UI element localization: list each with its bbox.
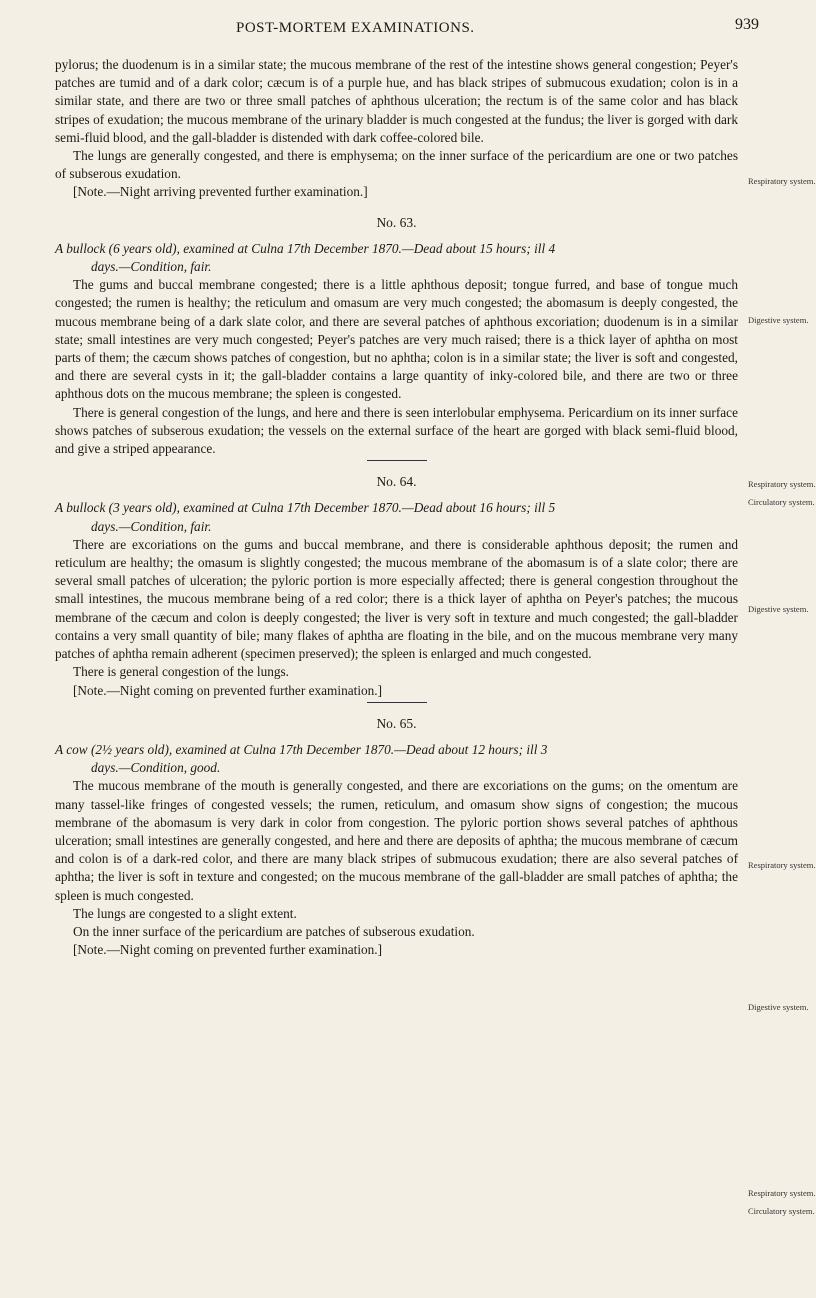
case-note: [Note.—Night coming on prevented further examination.] [73,942,383,958]
case-title [55,499,738,535]
case-title-line-2: days.—Condition, good. [91,760,221,776]
case-paragraph-digestive: The mucous membrane of the mouth is generally congested, and there are excoriations on the gums; on the omentum are many tassel-like fringes of congested vessels; the rumen, reticulum, and omasum show signs of congestion; the mucous membrane of the abomasum is very dark in color from congestion. The pyloric portion shows several patches of aphthous ulceration; small intestines are generally congested, and here and there are deposits of aphtha; the mucous membrane of cæcum and colon is of a dark-red color, and there are many black stripes of submucous exudation; there are also several patches of aphtha; the liver is soft in texture and congested; on the mucous membrane of the gall-bladder are small patches of aphtha; the spleen is much congested. [55,778,738,903]
case-title [55,741,738,777]
margin-note-circulatory: Circulatory system. [748,497,815,507]
case-paragraph-respiratory: The lungs are congested to a slight extent. [73,905,297,921]
margin-note-respiratory: Respiratory system. [748,1188,816,1198]
intro-paragraph-1: pylorus; the duodenum is in a similar state; the mucous membrane of the rest of the intestine shows general congestion; Peyer's patches are tumid and of a dark color; cæcum is of a purple hue, and has black stripes of submucous exudation; colon is in a similar state, and there are two or three small patches of aphthous ulceration; the rectum is of the same color and has black stripes of exudation; the mucous membrane of the urinary bladder is much congested at the fundus; the liver is gorged with dark semi-fluid blood, and the gall-bladder is distended with dark coffee-colored bile. [55,57,738,145]
case-title-line-2: days.—Condition, fair. [91,518,212,534]
case-paragraph-circulatory: On the inner surface of the pericardium are patches of subserous exudation. [73,923,475,939]
case-number: No. 63. [376,214,417,230]
case-paragraph-respiratory: There is general congestion of the lungs, and here and there is seen interlobular emphysema. Pericardium on its inner surface shows patches of subserous exudation; the vessels on the external surface of the heart are gorged with black semi-fluid blood, and give a striped appearance. [55,404,738,457]
case-title-line-1: A cow (2½ years old), examined at Culna 17th December 1870.—Dead about 12 hours; ill 3 [55,741,548,757]
case-number: No. 65. [376,715,417,731]
case-title [55,240,738,276]
section-divider [367,460,427,461]
case-note: [Note.—Night coming on prevented further examination.] [73,682,383,698]
margin-note-digestive: Digestive system. [748,1002,809,1012]
case-64 [55,473,738,702]
page-header [0,10,800,46]
margin-note-circulatory: Circulatory system. [748,1206,815,1216]
margin-note-respiratory: Respiratory system. [748,479,816,489]
case-paragraph-digestive: The gums and buccal membrane congested; there is a little aphthous deposit; tongue furred, and base of tongue much congested; the rumen is healthy; the reticulum and omasum are very much congested; the abomasum is deeply congested, the mucous membrane being of a dark slate color, and there are several patches of aphthous excoriation; duodenum is in a similar state; small intestines are very much congested; Peyer's patches are very much raised; there is a thick layer of aphtha on most parts of them; the cæcum shows patches of congestion, but no aphtha; colon is in a similar state; the liver is soft and congested, and there are several cysts in it; the gall-bladder contains a large quantity of inky-colored bile, and there are two or three aphthous dots on the mucous membrane; the spleen is congested. [55,277,738,402]
case-paragraph-digestive: There are excoriations on the gums and buccal membrane, and there is considerable aphthous deposit; the rumen and reticulum are healthy; the omasum is slightly congested; the mucous membrane of the abomasum is of a slate color; there are several small patches of ulceration; the pyloric portion is more especially affected; there is general congestion throughout the small intestines, the mucous membrane being of a red color; there is a thick layer of aphtha on Peyer's patches; the mucous membrane of the cæcum and colon is deeply congested; the liver is very soft in texture and much congested; the gall-bladder contains a very small quantity of bile; many flakes of aphtha are floating in the bile, and on the mucous membrane very many patches of aphtha remain adherent (specimen preserved); the spleen is enlarged and much congested. [55,536,738,662]
page-number: 939 [735,16,759,33]
running-head: POST-MORTEM EXAMINATIONS. [236,20,475,36]
case-number: No. 64. [376,474,417,490]
margin-note-respiratory: Respiratory system. [748,860,816,870]
section-divider [367,702,427,703]
margin-note-digestive: Digestive system. [748,315,809,325]
case-65 [55,715,738,960]
body-text [55,56,738,959]
margin-note-respiratory: Respiratory system. [748,176,816,186]
case-title-line-1: A bullock (6 years old), examined at Culna 17th December 1870.—Dead about 15 hours; ill 4 [55,240,556,256]
intro-continuation [55,56,738,202]
case-title-line-1: A bullock (3 years old), examined at Culna 17th December 1870.—Dead about 16 hours; ill 5 [55,500,556,516]
case-title-line-2: days.—Condition, fair. [91,259,212,275]
margin-note-digestive: Digestive system. [748,604,809,614]
case-63 [55,214,738,462]
case-paragraph-respiratory: There is general congestion of the lungs. [73,664,290,680]
intro-paragraph-2: The lungs are generally congested, and there is emphysema; on the inner surface of the pericardium are one or two patches of subserous exudation. [55,148,738,182]
intro-note: [Note.—Night arriving prevented further examination.] [73,184,368,200]
